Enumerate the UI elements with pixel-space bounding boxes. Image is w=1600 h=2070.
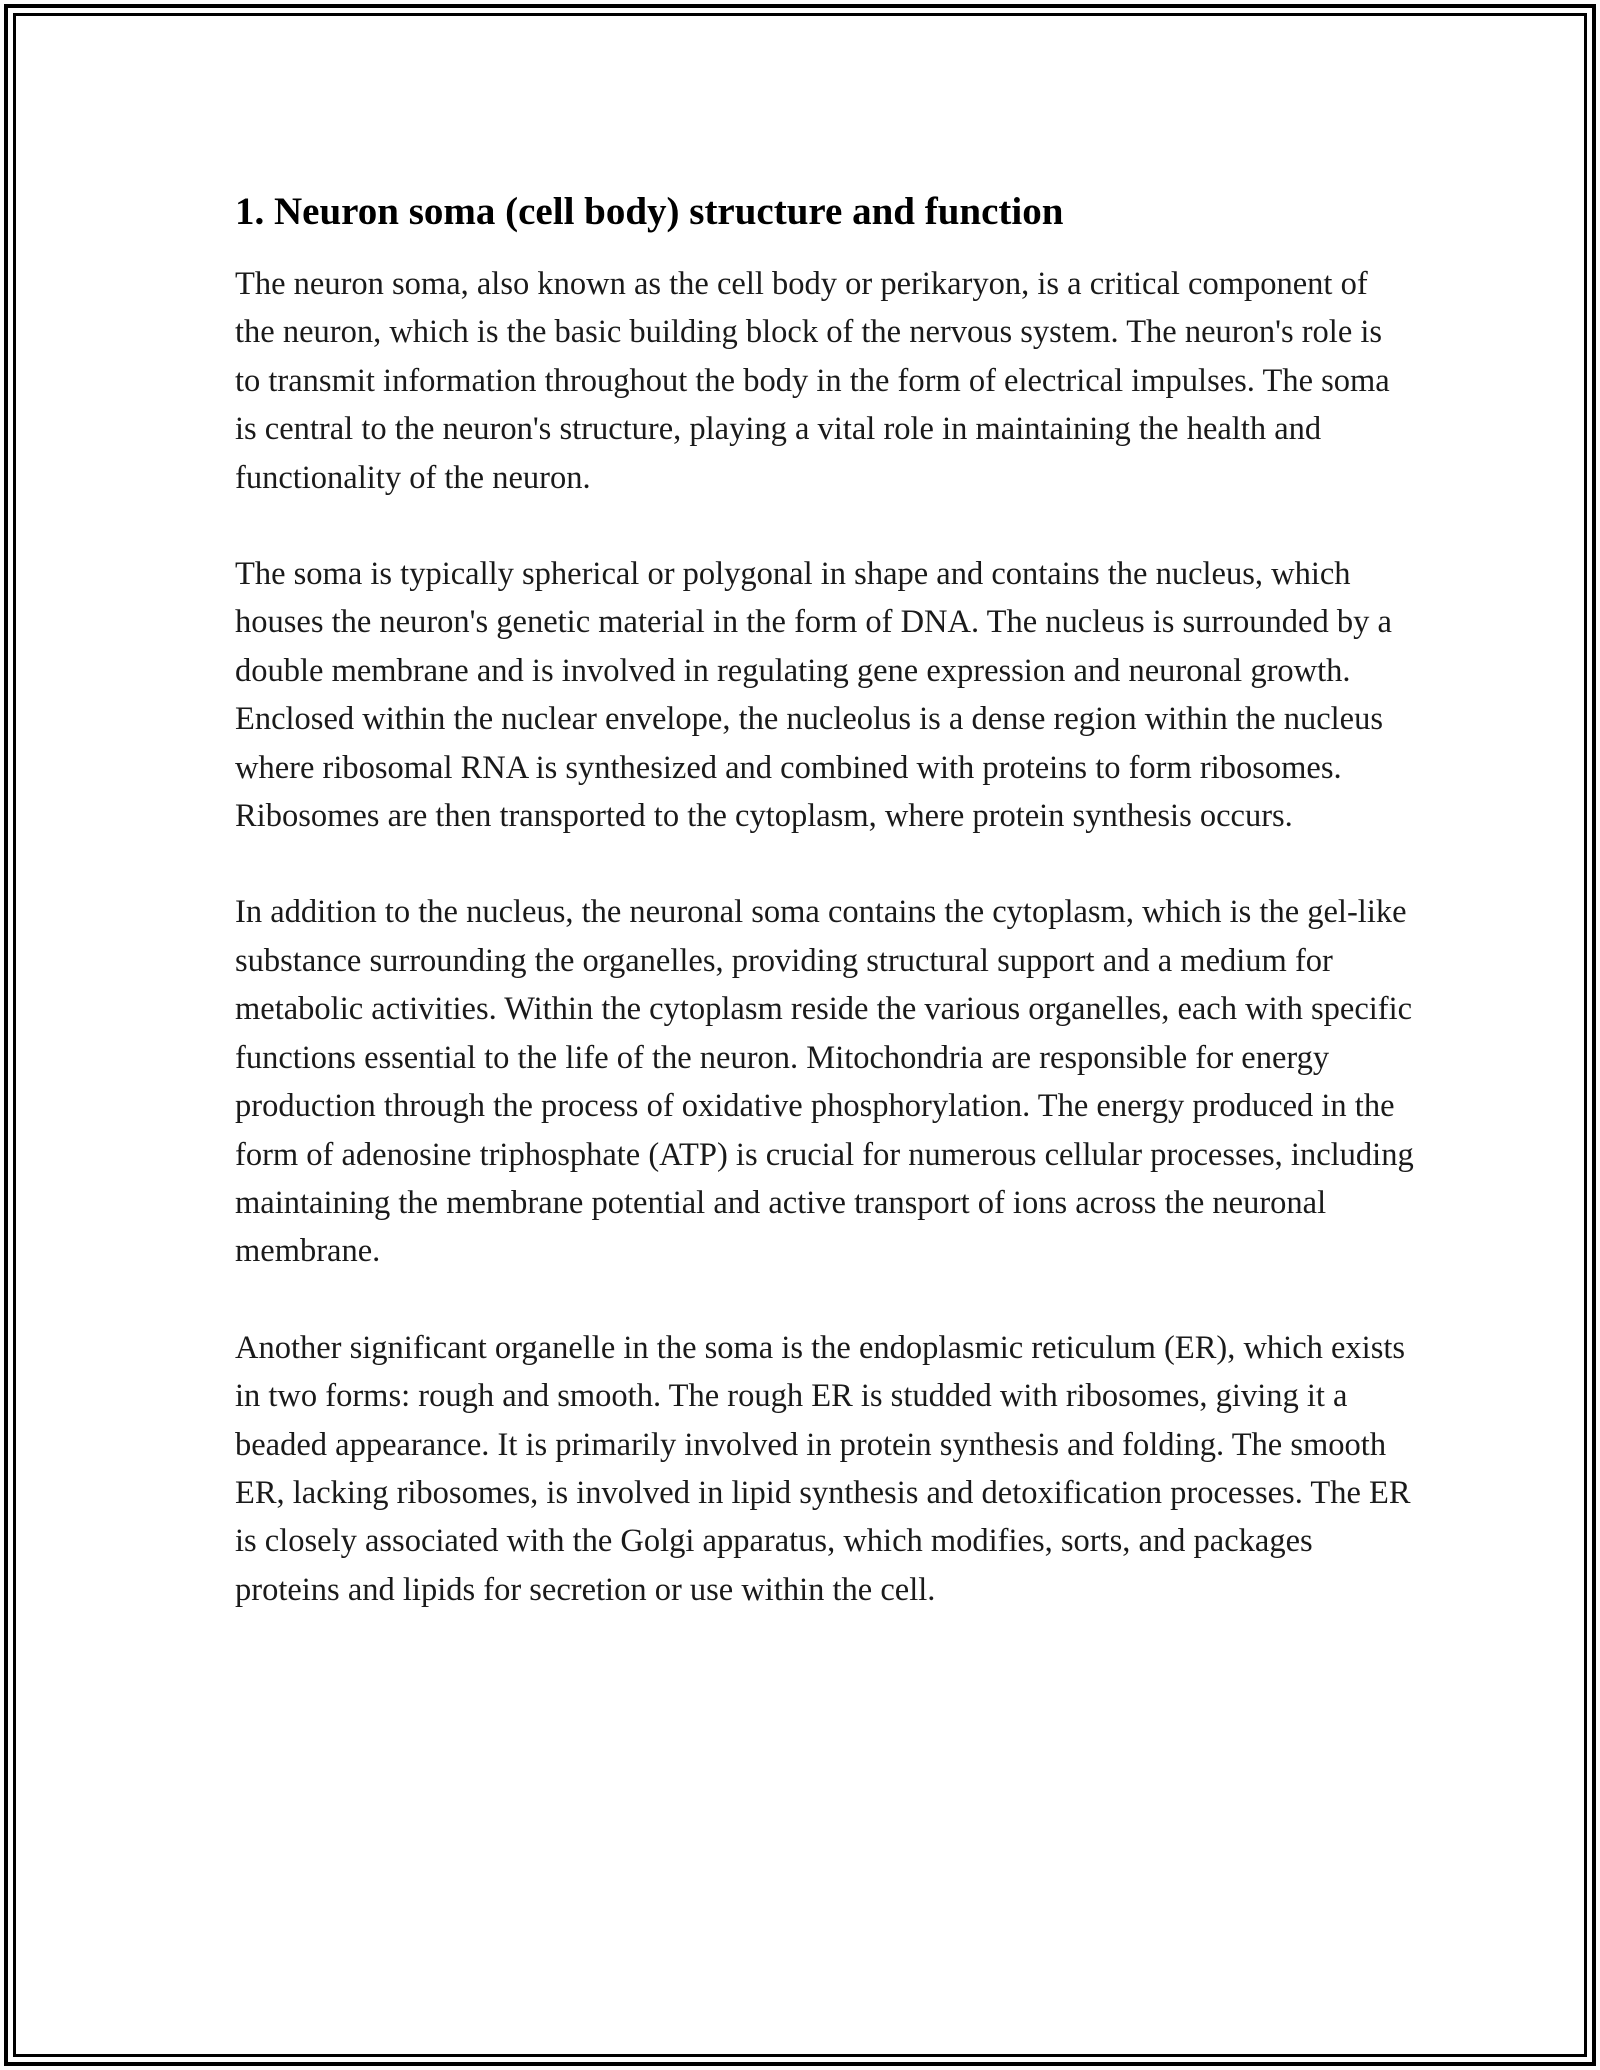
paragraph-intro: The neuron soma, also known as the cell body or perikaryon, is a critical component of the neuron, which is the basic building block of the nervous system. The neuron's role is to transmit information throughout the body in the form of electrical impulses. The soma is central to the neuron's structure, playing a vital role in maintaining the health and functionality of the neuron. [235, 266, 1390, 496]
paragraph-endoplasmic-reticulum: Another significant organelle in the soma is the endoplasmic reticulum (ER), which exists in two forms: rough and smooth. The rough ER is studded with ribosomes, giving it a beaded appearance. It is primarily involved in protein synthesis and folding. The smooth ER, lacking ribosomes, is involved in lipid synthesis and detoxification processes. The ER is closely associated with the Golgi apparatus, which modifies, sorts, and packages proteins and lipids for secretion or use within the cell. [235, 1329, 1411, 1608]
section-heading: 1. Neuron soma (cell body) structure and function [235, 190, 1064, 233]
document-body [235, 184, 1415, 1662]
paragraph-nucleus: The soma is typically spherical or polygonal in shape and contains the nucleus, which houses the neuron's genetic material in the form of DNA. The nucleus is surrounded by a double membrane and is involved in regulating gene expression and neuronal growth. Enclosed within the nuclear envelope, the nucleolus is a dense region within the nucleus where ribosomal RNA is synthesized and combined with proteins to form ribosomes. Ribosomes are then transported to the cytoplasm, where protein synthesis occurs. [235, 556, 1392, 835]
paragraph-cytoplasm: In addition to the nucleus, the neuronal soma contains the cytoplasm, which is the gel-like substance surrounding the organelles, providing structural support and a medium for metabolic activities. Within the cytoplasm reside the various organelles, each with specific functions essential to the life of the neuron. Mitochondria are responsible for energy production through the process of oxidative phosphorylation. The energy produced in the form of adenosine triphosphate (ATP) is crucial for numerous cellular processes, including maintaining the membrane potential and active transport of ions across the neuronal membrane. [235, 894, 1414, 1270]
